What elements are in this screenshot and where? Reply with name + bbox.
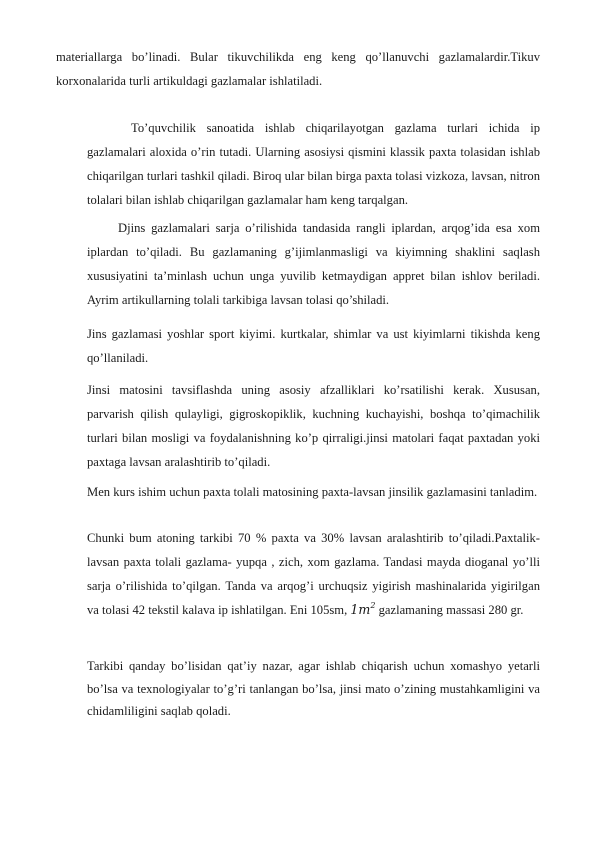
paragraph-3-text: Djins gazlamalari sarja o’rilishida tandasida rangli iplardan, arqog’ida esa xom iplardan to’qiladi. Bu gazlamaning g’ijimlanmasligi va kiyimning shaklini saqlash xususiyatini ta’minlash uchun unga yuvilib ketmaydigan appret bilan ishlov beriladi. Ayrim artikullarning tolali tarkibiga lavsan tolasi qo’shiladi. [87,221,540,307]
paragraph-5 [87,378,540,474]
paragraph-5-text: Jinsi matosini tavsiflashda uning asosiy afzalliklari ko’rsatilishi kerak. Xususan, parvarish qilish qulayligi, gigroskopiklik, kuchning kuchayishi, boshqa to’qimachilik turlari bilan mosligi va foydalanishning ko’p qirraligi.jinsi matolari faqat paxtadan yoki paxtaga lavsan aralashtirib to’qiladi. [87,383,540,469]
paragraph-4-text: Jins gazlamasi yoshlar sport kiyimi. kurtkalar, shimlar va ust kiyimlarni tikishda keng qo’llaniladi. [87,327,540,365]
paragraph-6-text: Men kurs ishim uchun paxta tolali matosining paxta-lavsan jinsilik gazlamasini tanladim. [87,485,538,499]
paragraph-6 [87,483,540,502]
area-unit-math [350,602,375,617]
paragraph-2 [87,116,540,212]
paragraph-7 [87,526,540,622]
paragraph-7-part-a: Chunki bum atoning tarkibi 70 % paxta va 30% lavsan aralashtirib to’qiladi.Paxtalik-lavsan paxta tolali gazlama- yupqa , zich, xom gazlama. Tandasi mayda dioganal yo’lli sarja o’rilishida to’qilgan. Tanda va arqog’i urchuqsiz yigirish mashinalarida yigirilgan va tolasi 42 tekstil kalava ip ishlatilgan. Eni 105sm, [87,531,540,617]
paragraph-7-part-b: gazlamaning massasi 280 gr. [378,603,524,617]
paragraph-3 [87,216,540,312]
paragraph-8-text: Tarkibi qanday bo’lisidan qat’iy nazar, agar ishlab chiqarish uchun xomashyo yetarli bo’lsa va texnologiyalar to’g’ri tanlangan bo’lsa, jinsi mato o’zining mustahkamligini va chidamliligini saqlab qoladi. [87,659,540,718]
paragraph-2-text: To’quvchilik sanoatida ishlab chiqarilayotgan gazlama turlari ichida ip gazlamalari aloxida o’rin tutadi. Ularning asosiysi qismini klassik paxta tolasidan ishlab chiqarilgan turlari tashkil qiladi. Biroq ular bilan birga paxta tolasi vizkoza, lavsan, nitron tolalari bilan ishlab chiqarilgan gazlamalar ham keng tarqalgan. [87,121,540,207]
paragraph-8 [87,655,540,723]
paragraph-7-text [87,526,540,622]
paragraph-1-text: materiallarga bo’linadi. Bular tikuvchilikda eng keng qo’llanuvchi gazlamalardir.Tikuv korxonalarida turli artikuldagi gazlamalar ishlatiladi. [56,50,540,88]
area-unit-exp: 2 [370,601,376,610]
area-unit-var: m [358,602,371,617]
paragraph-4 [87,322,540,370]
paragraph-1 [56,45,540,93]
area-unit-coef: 1 [350,602,359,617]
